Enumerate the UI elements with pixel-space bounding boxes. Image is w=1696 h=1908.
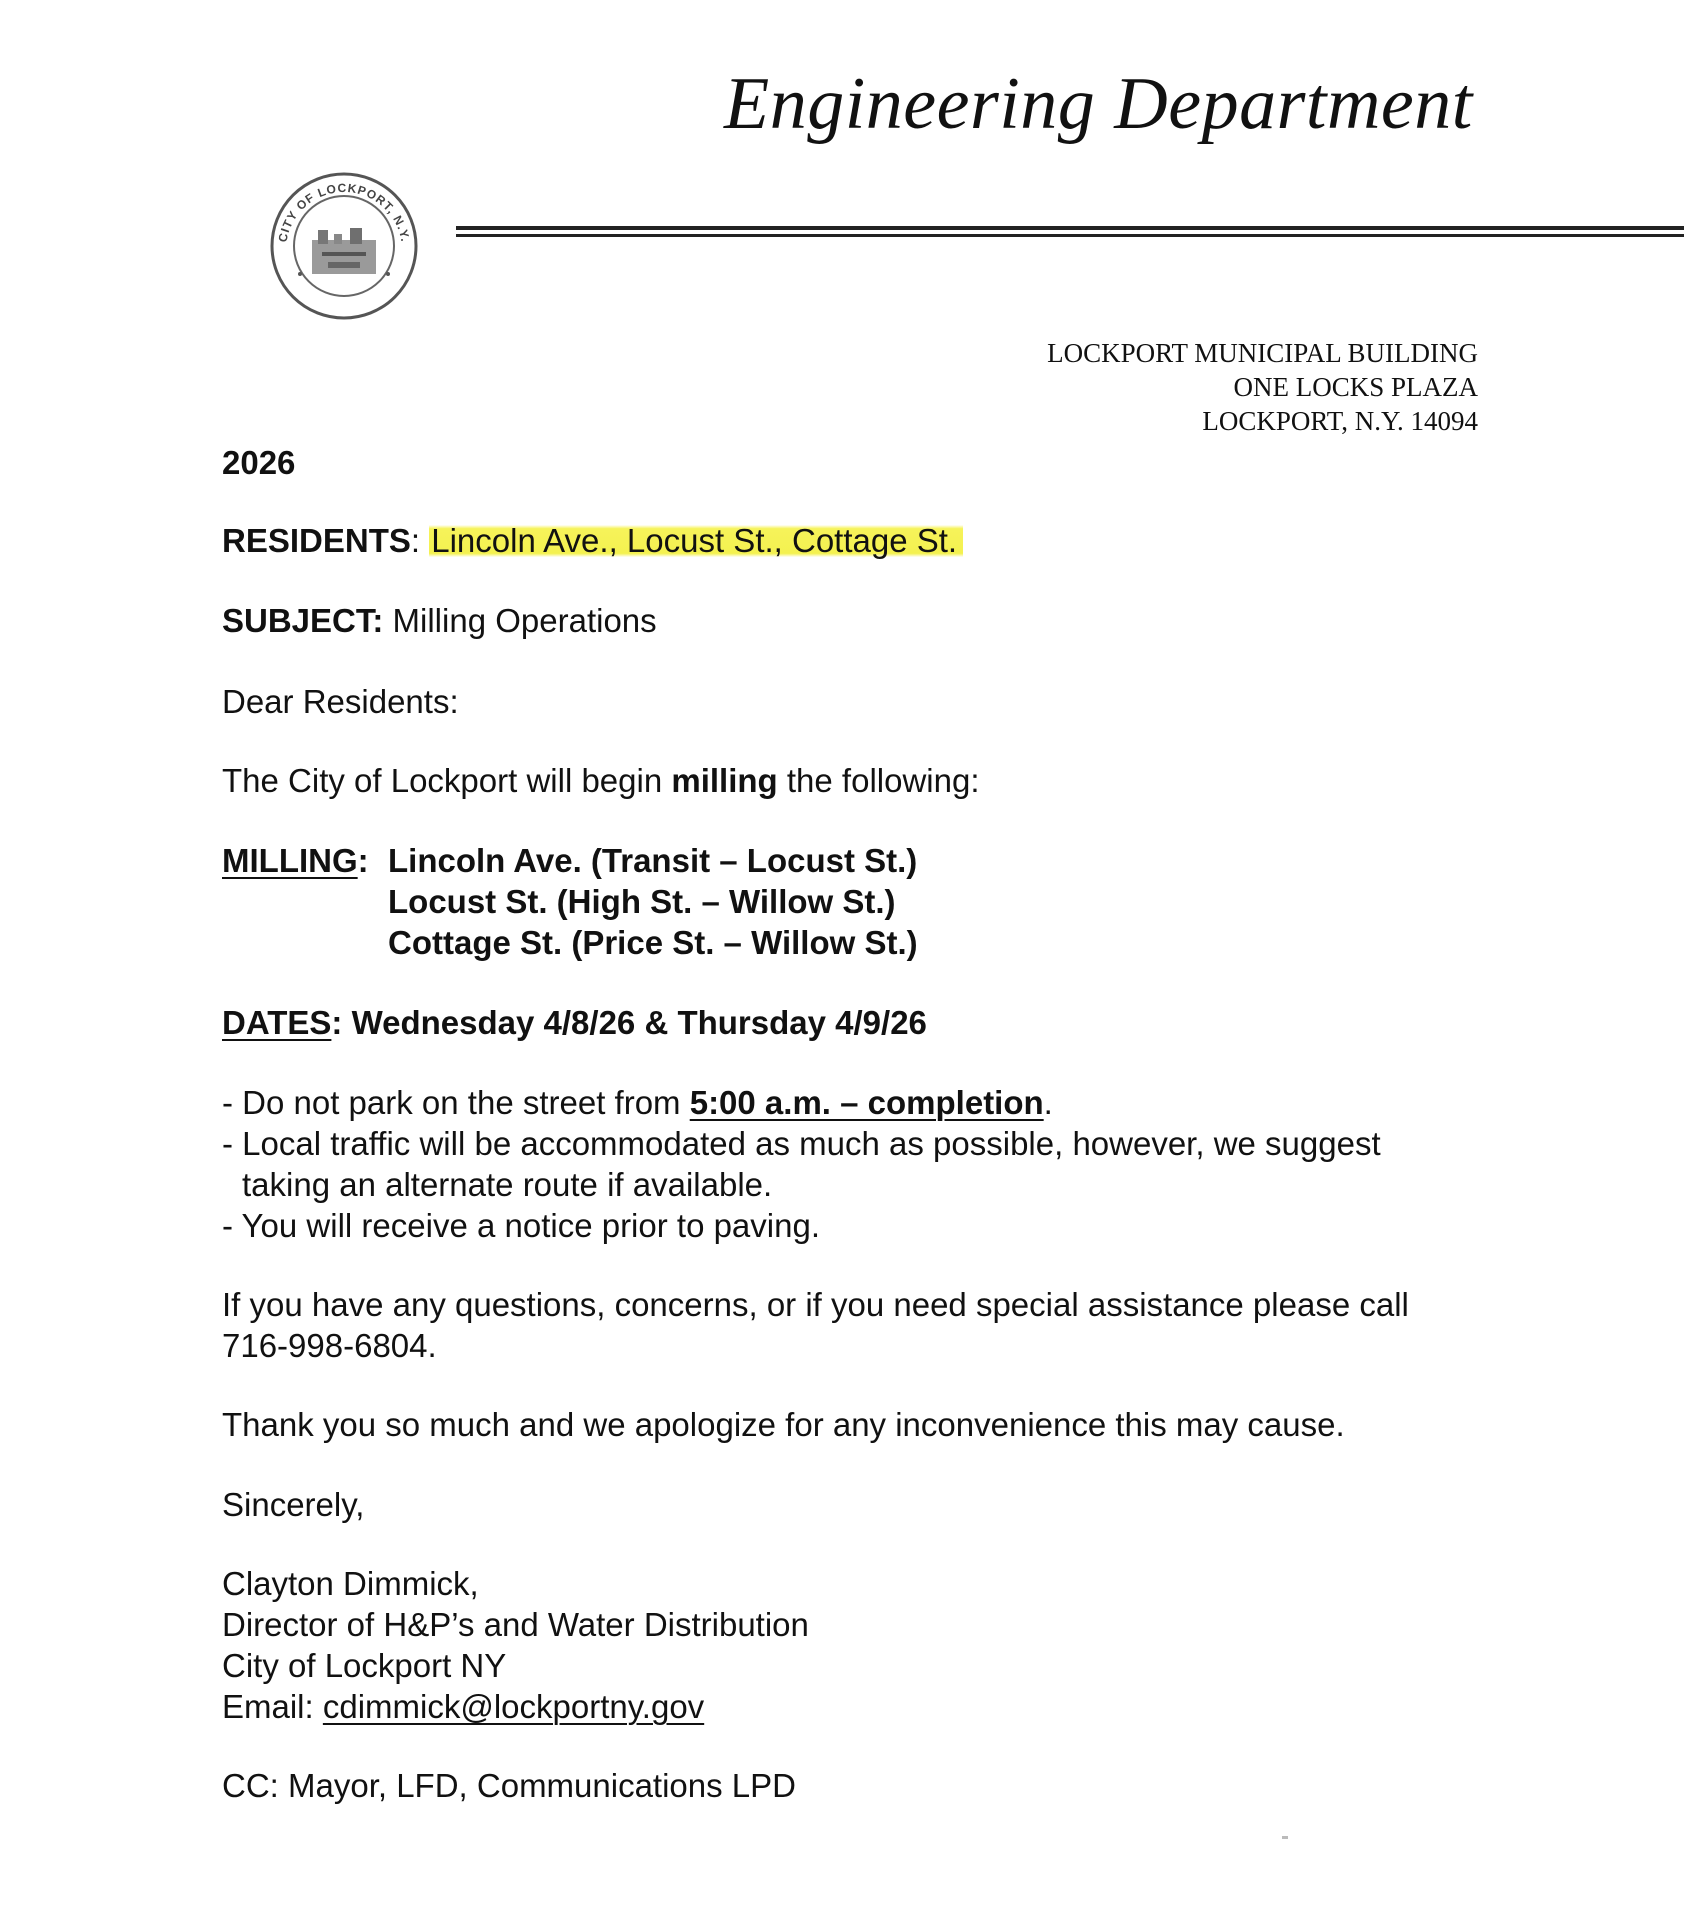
milling-label-line: MILLING: <box>222 842 369 879</box>
bullet-traffic-line1: - Local traffic will be accommodated as much as possible, however, we suggest <box>222 1125 1381 1162</box>
email-label: Email: <box>222 1688 323 1725</box>
signer-name: Clayton Dimmick, <box>222 1565 479 1602</box>
dates-value: Wednesday 4/8/26 & Thursday 4/9/26 <box>351 1004 927 1041</box>
dates-line: DATES: Wednesday 4/8/26 & Thursday 4/9/26 <box>222 1004 927 1041</box>
residents-line: RESIDENTS: Lincoln Ave., Locust St., Cottage St. <box>222 520 963 561</box>
bullet-no-parking <box>222 1082 1053 1123</box>
dates-label: DATES <box>222 1004 332 1041</box>
letter-year: 2026 <box>222 444 296 481</box>
milling-label: MILLING <box>222 842 358 879</box>
cc-line: CC: Mayor, LFD, Communications LPD <box>222 1767 797 1804</box>
intro-bold: milling <box>671 762 778 799</box>
address-line: ONE LOCKS PLAZA <box>1233 372 1478 402</box>
intro-text: The City of Lockport will begin <box>222 762 672 799</box>
salutation: Dear Residents: <box>222 683 459 720</box>
scan-speck <box>1282 1836 1288 1839</box>
milling-item: Locust St. (High St. – Willow St.) <box>388 883 896 920</box>
subject-label: SUBJECT: <box>222 602 384 639</box>
city-seal-icon <box>268 170 420 322</box>
milling-item: Cottage St. (Price St. – Willow St.) <box>388 924 918 961</box>
closing: Sincerely, <box>222 1486 365 1523</box>
address-line: LOCKPORT MUNICIPAL BUILDING <box>1047 338 1478 368</box>
questions-line1: If you have any questions, concerns, or if you need special assistance please call <box>222 1286 1409 1323</box>
signer-title: Director of H&P’s and Water Distribution <box>222 1606 809 1643</box>
address-line: LOCKPORT, N.Y. 14094 <box>1202 406 1478 436</box>
bullet-notice: - You will receive a notice prior to paving. <box>222 1207 820 1244</box>
subject-value: Milling Operations <box>392 602 657 639</box>
intro-text-end: the following: <box>777 762 980 799</box>
email-link[interactable]: cdimmick@lockportny.gov <box>322 1688 705 1725</box>
seal-text: CITY OF LOCKPORT, N.Y. <box>275 180 413 244</box>
bullet-text-end: . <box>1043 1084 1053 1121</box>
header-rule-thin <box>456 234 1684 237</box>
parking-time: 5:00 a.m. – completion <box>689 1084 1044 1121</box>
header-rule <box>456 226 1684 230</box>
bullet-text: - Do not park on the street from <box>222 1084 690 1121</box>
email-line <box>222 1686 704 1727</box>
bullet-traffic-line2: taking an alternate route if available. <box>242 1166 773 1203</box>
residents-label: RESIDENTS <box>222 522 411 559</box>
intro-paragraph <box>222 760 980 801</box>
department-title: Engineering Department <box>724 63 1473 145</box>
thanks-line: Thank you so much and we apologize for any inconvenience this may cause. <box>222 1406 1345 1443</box>
address-block <box>1047 336 1478 438</box>
subject-line <box>222 600 657 641</box>
residents-value: Lincoln Ave., Locust St., Cottage St. <box>429 522 963 559</box>
questions-phone: 716-998-6804. <box>222 1327 437 1364</box>
milling-item: Lincoln Ave. (Transit – Locust St.) <box>388 842 918 879</box>
signer-org: City of Lockport NY <box>222 1647 507 1684</box>
